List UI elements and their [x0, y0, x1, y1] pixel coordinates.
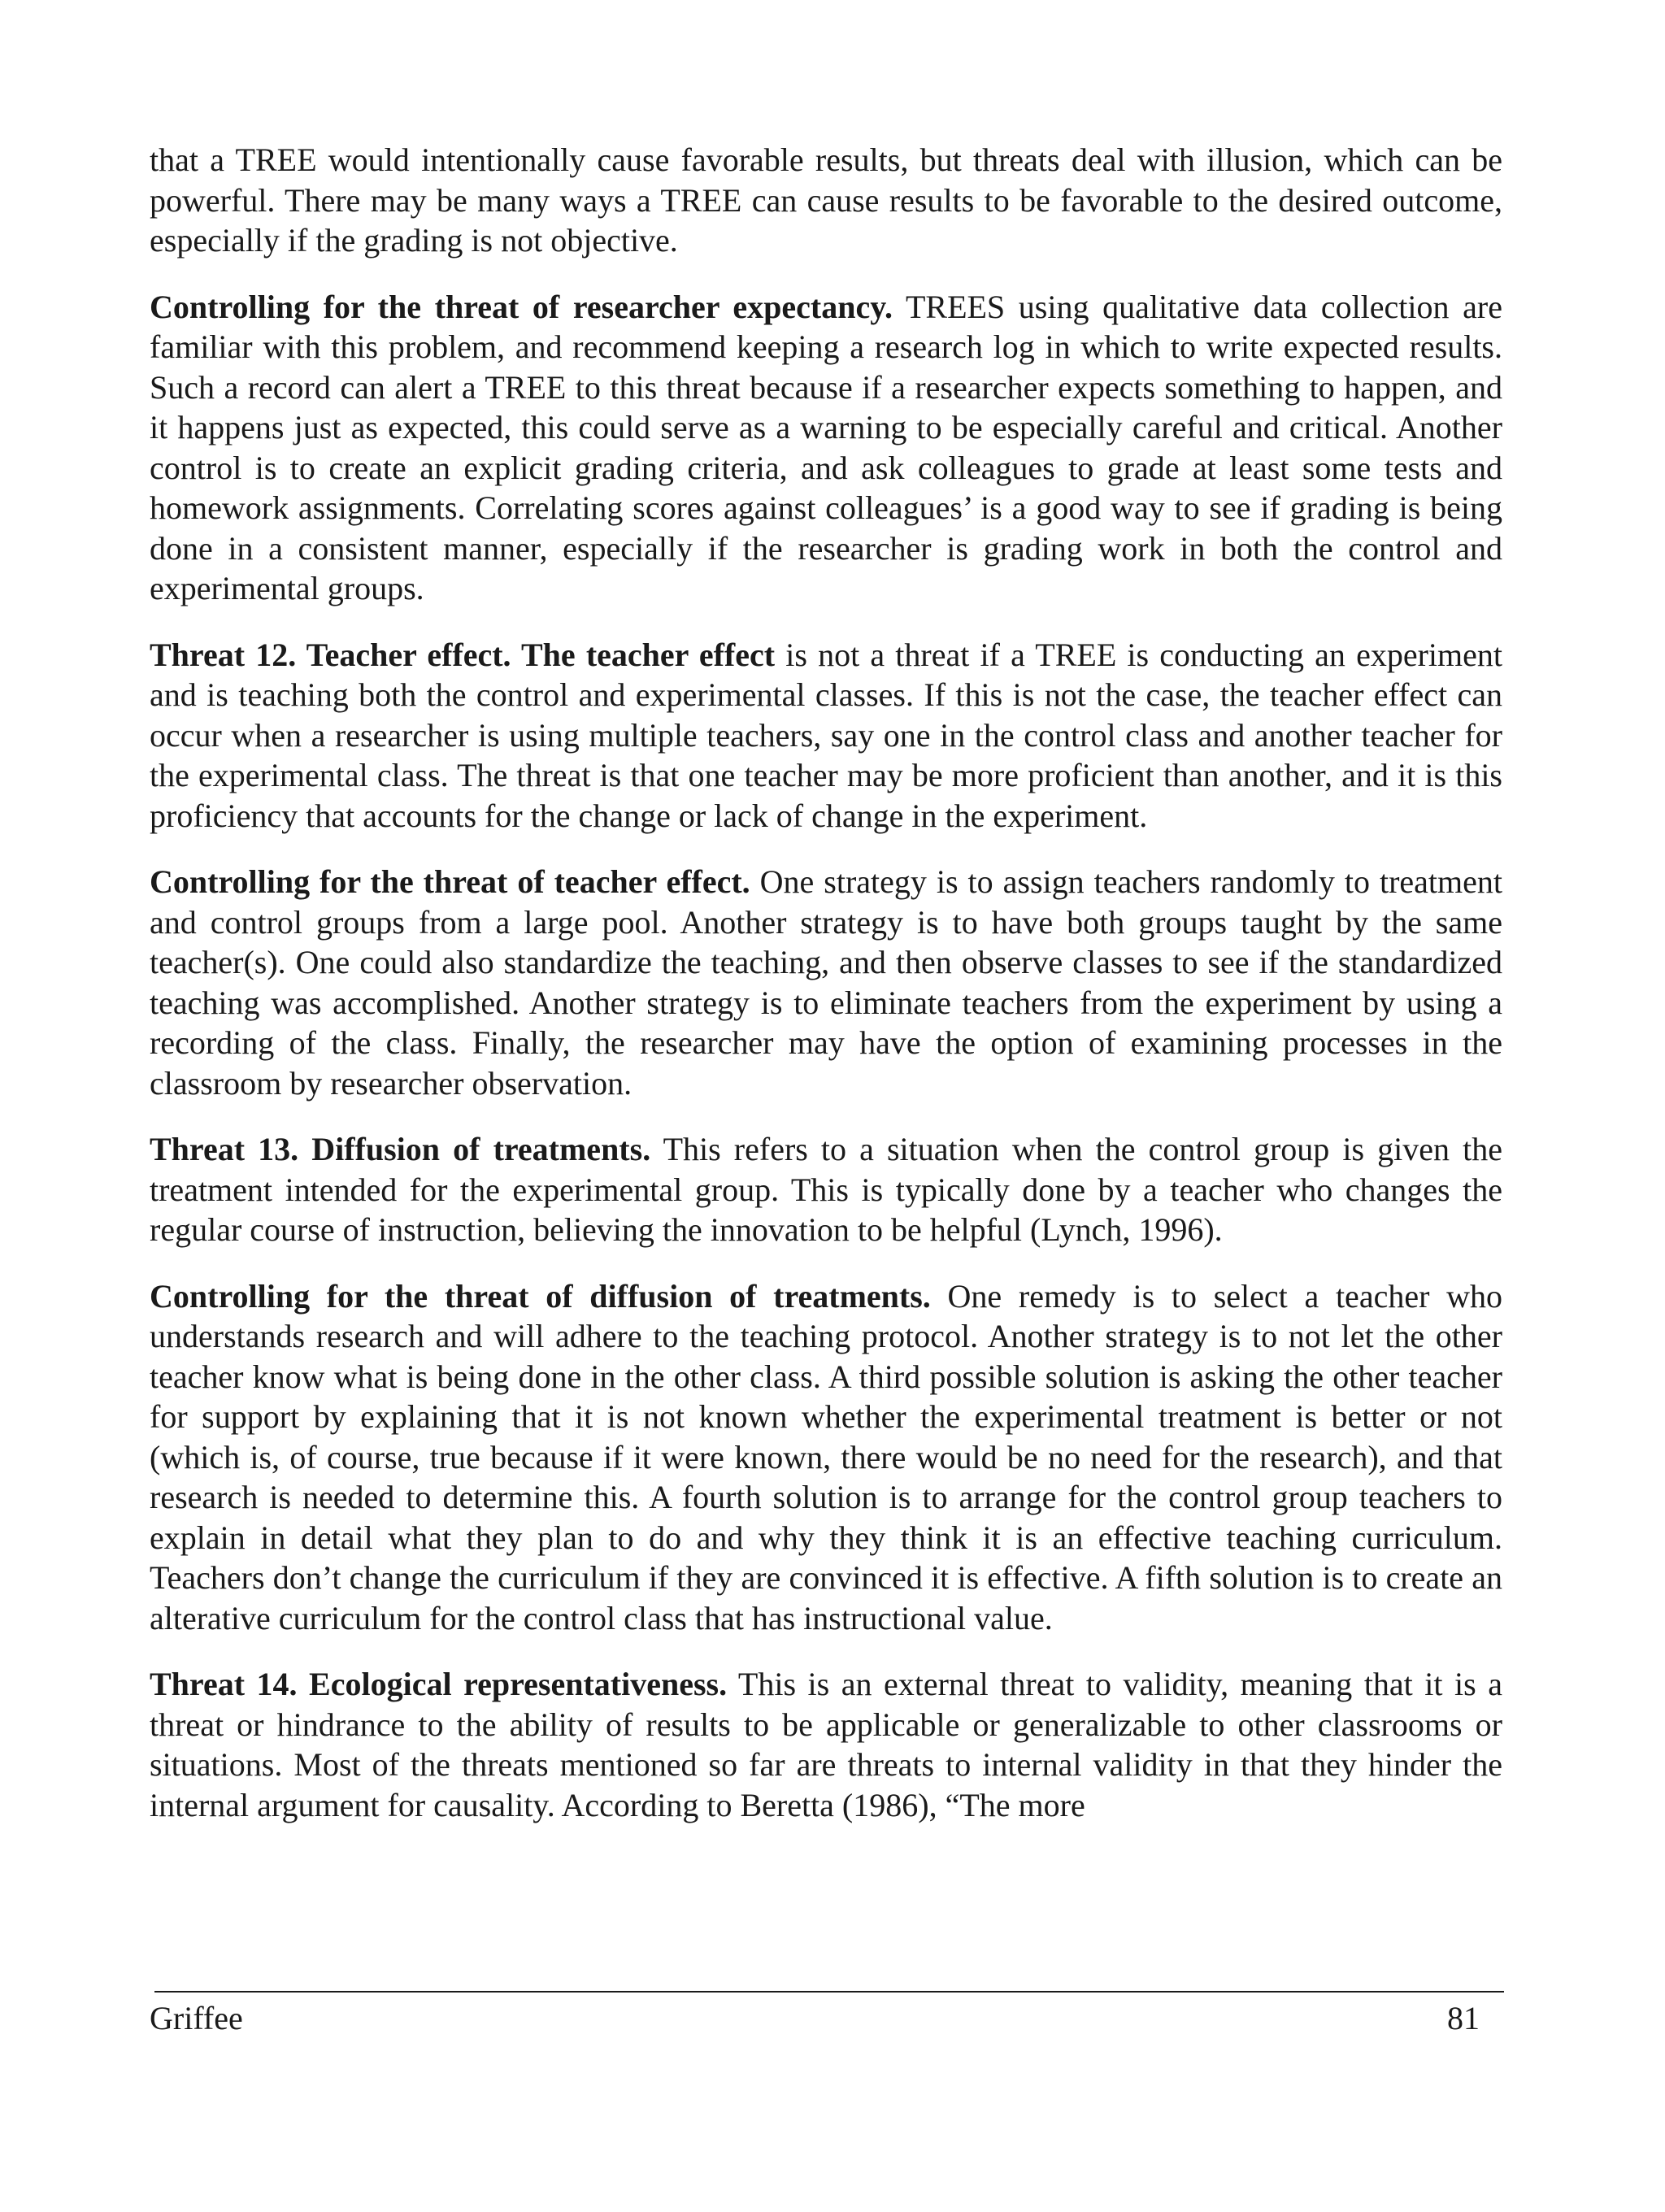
paragraph-threat-14-ecological-representativeness	[150, 1664, 1502, 1825]
paragraph-body: One strategy is to assign teachers randomly to treatment and control groups from a large pool. Another strategy is to have both groups taught by the same teacher(s). One could also standardize the teaching, and then observe classes to see if the standardized teaching was accomplished. Another strategy is to eliminate teachers from the experiment by using a recording of the class. Finally, the researcher may have the option of examining processes in the classroom by researcher observation.	[150, 863, 1502, 1102]
paragraph-heading: Controlling for the threat of diffusion of treatments.	[150, 1277, 931, 1315]
paragraph-body: that a TREE would intentionally cause favorable results, but threats deal with illusion, which can be powerful. There may be many ways a TREE can cause results to be favorable to the desired outcome, especially if the grading is not objective.	[150, 141, 1502, 259]
body-text	[150, 140, 1502, 1851]
paragraph-controlling-researcher-expectancy	[150, 287, 1502, 609]
paragraph-heading: Controlling for the threat of researcher expectancy.	[150, 288, 893, 325]
paragraph-continuation	[150, 140, 1502, 261]
paragraph-threat-12-teacher-effect	[150, 635, 1502, 837]
paragraph-body: is not a threat if a TREE is conducting an experiment and is teaching both the control and experimental classes. If this is not the case, the teacher effect can occur when a researcher is using multiple teachers, say one in the control class and another teacher for the experimental class. The threat is that one teacher may be more proficient than another, and it is this proficiency that accounts for the change or lack of change in the experiment.	[150, 636, 1502, 834]
paragraph-body: One remedy is to select a teacher who understands research and will adhere to the teaching protocol. Another strategy is to not let the other teacher know what is being done in the other class. A third possible solution is asking the other teacher for support by explaining that it is not known whether the experimental treatment is better or not (which is, of course, true because if it were known, there would be no need for the research), and that research is needed to determine this. A fourth solution is to arrange for the control group teachers to explain in detail what they plan to do and why they think it is an effective teaching curriculum. Teachers don’t change the curriculum if they are convinced it is effective. A fifth solution is to create an alterative curriculum for the control class that has instructional value.	[150, 1277, 1502, 1636]
footer-author: Griffee	[150, 2000, 243, 2036]
paragraph-controlling-teacher-effect	[150, 862, 1502, 1103]
paragraph-heading: Threat 13. Diffusion of treatments.	[150, 1131, 651, 1167]
footer-divider	[154, 1991, 1504, 1993]
paragraph-heading: Threat 12. Teacher effect. The teacher effect	[150, 636, 776, 673]
paragraph-heading: Controlling for the threat of teacher effect.	[150, 863, 750, 900]
paragraph-heading: Threat 14. Ecological representativeness.	[150, 1666, 728, 1702]
paragraph-threat-13-diffusion-of-treatments	[150, 1129, 1502, 1250]
paragraph-body: This is an external threat to validity, meaning that it is a threat or hindrance to the ability of results to be applicable or generalizable to other classrooms or situations. Most of the threats mentioned so far are threats to internal validity in that they hinder the internal argument for causality. According to Beretta (1986), “The more	[150, 1666, 1502, 1823]
paragraph-body: TREES using qualitative data collection are familiar with this problem, and recommend keeping a research log in which to write expected results. Such a record can alert a TREE to this threat because if a researcher expects something to happen, and it happens just as expected, this could serve as a warning to be especially careful and critical. Another control is to create an explicit grading criteria, and ask colleagues to grade at least some tests and homework assignments. Correlating scores against colleagues’ is a good way to see if grading is being done in a consistent manner, especially if the researcher is grading work in both the control and experimental groups.	[150, 288, 1502, 606]
paragraph-body: This refers to a situation when the control group is given the treatment intended for the experimental group. This is typically done by a teacher who changes the regular course of instruction, believing the innovation to be helpful (Lynch, 1996).	[150, 1131, 1503, 1248]
paragraph-controlling-diffusion-of-treatments	[150, 1276, 1502, 1639]
page-number: 81	[1447, 2000, 1480, 2036]
